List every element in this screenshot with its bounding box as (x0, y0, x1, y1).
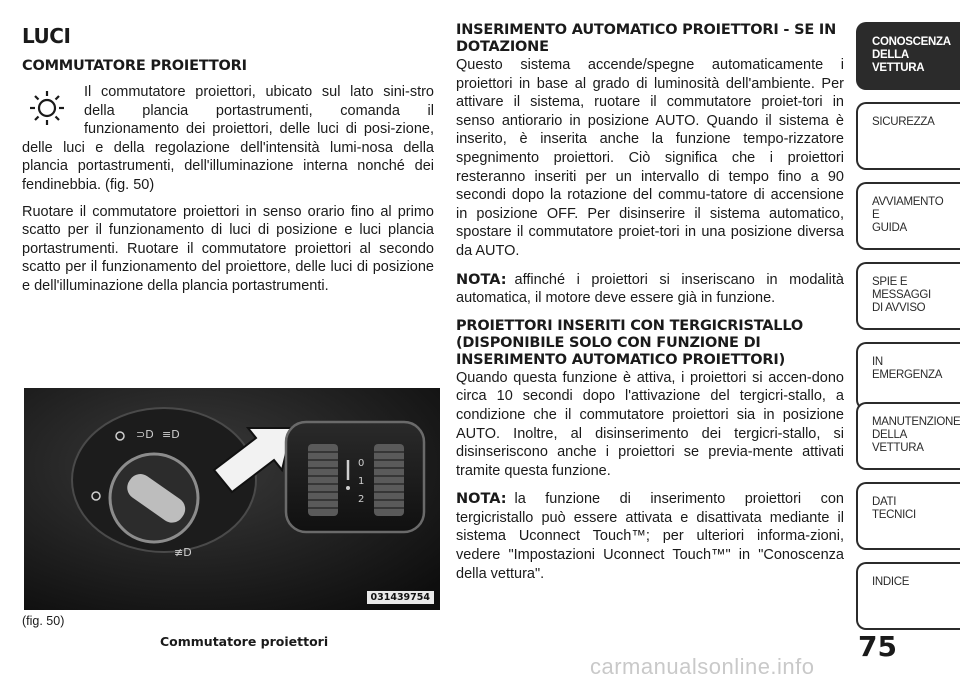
intro-block (22, 83, 434, 195)
tab-dati-tecnici[interactable]: DATI TECNICI (856, 482, 960, 550)
headlight-switch-photo (24, 388, 440, 610)
auto-headlamps-heading: INSERIMENTO AUTOMATICO PROIETTORI - SE IN DOTAZIONE (456, 22, 837, 55)
section-title: LUCI (22, 24, 71, 48)
note-1-label: NOTA: (456, 271, 507, 288)
note-1 (456, 271, 844, 308)
tab-avviamento-e-guida[interactable]: AVVIAMENTO E GUIDA (856, 182, 960, 250)
headlight-switch-illustration (24, 388, 440, 610)
left-column (22, 22, 434, 296)
page-number: 75 (858, 630, 897, 663)
dial-label-1: 1 (358, 476, 365, 487)
svg-text:≡D: ≡D (162, 428, 180, 441)
tab-manutenzione[interactable]: MANUTENZIONE DELLA VETTURA (856, 402, 960, 470)
note-2-text: la funzione di inserimento proiettori con tergicristallo può essere attivata e disattivata mediante il sistema Uconnect Touch™; per ulteriori informa-zioni, vedere "Impostazioni Uconnect Touch™" in "Conoscenza della vettura". (456, 491, 844, 582)
tab-spie-e-messaggi[interactable]: SPIE E MESSAGGI DI AVVISO (856, 262, 960, 330)
wiper-headlamps-heading: PROIETTORI INSERITI CON TERGICRISTALLO (DISPONIBILE SOLO CON FUNZIONE DI INSERIMENTO AUTOMATICO PROIETTORI) (456, 317, 803, 368)
chapter-tabs (856, 22, 960, 654)
tab-conoscenza-della-vettura[interactable]: CONOSCENZA DELLA VETTURA (856, 22, 960, 90)
tab-indice[interactable]: INDICE (856, 562, 960, 630)
wiper-headlamps-paragraph: Quando questa funzione è attiva, i proiettori si accen-dono circa 10 secondi dopo l'attivazione del tergicri-stallo, a condizione che il commutatore proiettori sia in posizione AUTO. Inoltre, al disinserimento dei tergicri-stallo, si disinseriscono anche i proiettori se previa-mente attivati tramite questa funzione. (456, 369, 844, 479)
intro-paragraph: Il commutatore proiettori, ubicato sul lato sini-stro della plancia portastrumenti, comanda il funzionamento dei proiettori, delle luci di posi-zione, delle luci e della regolazione dell'intensità lumi-nosa della plancia portastrumenti, dell'illuminazione interna nonché dei fendinebbia. (fig. 50) (22, 84, 434, 193)
footer-watermark: carmanualsonline.info (590, 654, 815, 679)
dial-label-2: 2 (358, 494, 365, 505)
note-2-label: NOTA: (456, 491, 507, 508)
tab-in-emergenza[interactable]: IN EMERGENZA (856, 342, 960, 410)
section-subtitle: COMMUTATORE PROIETTORI (22, 58, 247, 74)
svg-text:⊃D: ⊃D (136, 428, 154, 441)
figure-caption: Commutatore proiettori (160, 634, 329, 649)
svg-text:≢D: ≢D (174, 546, 192, 559)
figure-label: (fig. 50) (22, 614, 65, 628)
note-2 (456, 490, 844, 583)
rotation-paragraph: Ruotare il commutatore proiettori in senso orario fino al primo scatto per il funzionamento di luci di posizione e luci plancia portastrumenti. Ruotare il commutatore proiettori al secondo scatto per il funzionamento del proiettore, delle luci di posizione e dell'illuminazione della plancia portastrumenti. (22, 203, 434, 294)
figure-code: 031439754 (367, 591, 435, 604)
dial-label-0: 0 (358, 458, 365, 469)
right-column (456, 22, 844, 583)
auto-headlamps-paragraph: Questo sistema accende/spegne automaticamente i proiettori in base al grado di luminosità dell'ambiente. Per attivare il sistema, ruotare il commutatore proiet-tori in senso antiorario in posizione AUTO. Quando il sistema è inserito, è inserita anche la funzione tempo-rizzatore spegnimento proiettori. Ciò significa che i proiettori resteranno inseriti per un intervallo di tempo fino a 90 secondi dopo la rotazione del commu-tatore di accensione in posizione OFF. Per disinserire il sistema automatico, spostare il commutatore proiet-tori in una posizione diversa da AUTO. (456, 57, 844, 259)
tab-sicurezza[interactable]: SICUREZZA (856, 102, 960, 170)
note-1-text: affinché i proiettori si inseriscano in modalità automatica, il motore deve essere già in funzione. (456, 271, 844, 307)
headlamp-icon (22, 83, 76, 133)
